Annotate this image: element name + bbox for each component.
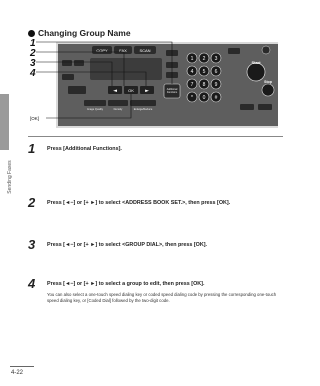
stop-label: Stop xyxy=(264,80,272,84)
svg-text:2: 2 xyxy=(202,56,206,62)
enlarge-reduce-key xyxy=(130,100,156,106)
step-3-number: 3 xyxy=(28,237,36,252)
callout-3: 3 xyxy=(30,58,36,69)
density-label: Density xyxy=(113,108,123,111)
ok-callout-label: [OK] xyxy=(30,116,40,121)
svg-text:*: * xyxy=(191,95,193,101)
callout-2: 2 xyxy=(30,48,36,59)
footer-rule xyxy=(10,366,34,367)
step-4-number: 4 xyxy=(28,276,36,291)
start-button xyxy=(247,63,265,81)
svg-text:1: 1 xyxy=(190,56,194,62)
callout-numbers xyxy=(29,38,36,79)
fax-label: FAX xyxy=(119,48,127,53)
step-2-text: Press [◄−] or [+ ►] to select <ADDRESS BOOK SET.>, then press [OK]. xyxy=(47,200,231,206)
control-panel-figure xyxy=(28,38,278,128)
svg-text:3: 3 xyxy=(214,56,218,62)
left-key-a xyxy=(62,60,72,66)
section-title-text: Changing Group Name xyxy=(38,28,131,38)
divider xyxy=(28,136,283,137)
image-quality-label: Image Quality xyxy=(86,108,104,111)
chapter-tab xyxy=(0,94,9,150)
additional-functions-label-2: Functions xyxy=(166,91,178,94)
minus-arrow: ◄ xyxy=(113,88,117,94)
enlarge-reduce-label: Enlarge/Reduce xyxy=(133,108,153,111)
step-3-text: Press [◄−] or [+ ►] to select <GROUP DIAL>, then press [OK]. xyxy=(47,242,208,248)
stop-button xyxy=(262,84,274,96)
svg-text:#: # xyxy=(214,95,218,101)
svg-text:5: 5 xyxy=(202,69,206,75)
clear-right-key xyxy=(228,48,240,54)
step-2-number: 2 xyxy=(28,195,36,210)
svg-text:8: 8 xyxy=(202,82,206,88)
bullet-icon xyxy=(28,30,35,37)
ok-text: OK xyxy=(128,88,134,93)
copy-label: COPY xyxy=(96,48,108,53)
step-4-text: Press [◄−] or [+ ►] to select a group to edit, then press [OK]. xyxy=(47,281,205,287)
section-title xyxy=(28,28,131,38)
plus-arrow: ► xyxy=(145,88,149,94)
power-button xyxy=(262,46,270,54)
svg-text:9: 9 xyxy=(214,82,218,88)
left-key-b xyxy=(74,60,84,66)
svg-text:0: 0 xyxy=(202,95,206,101)
page-number: 4-22 xyxy=(11,370,24,376)
callout-1: 1 xyxy=(30,38,36,49)
image-quality-key xyxy=(84,100,106,106)
additional-functions-label: Additional xyxy=(166,88,178,91)
svg-text:4: 4 xyxy=(190,69,194,75)
density-key xyxy=(108,100,128,106)
svg-text:7: 7 xyxy=(190,82,194,88)
paper-select-key xyxy=(68,86,86,94)
left-key-c xyxy=(62,74,74,80)
callout-4: 4 xyxy=(30,68,36,79)
step-1-number: 1 xyxy=(28,141,36,156)
chapter-label-text: Sending Faxes xyxy=(7,160,13,194)
processing-key xyxy=(240,104,254,110)
step-1-text: Press [Additional Functions]. xyxy=(47,146,122,152)
main-key xyxy=(258,104,272,110)
step-4-note: You can also select a one-touch speed dialing key or coded speed dialing code by pressing the corresponding one-touch speed dialing key, or [Coded Dial] followed by the two-digit code. xyxy=(47,292,277,303)
scan-label: SCAN xyxy=(139,48,151,53)
svg-text:6: 6 xyxy=(214,69,218,75)
start-label: Start xyxy=(251,60,261,65)
chapter-label xyxy=(2,150,14,210)
lcd-frame xyxy=(90,58,162,80)
